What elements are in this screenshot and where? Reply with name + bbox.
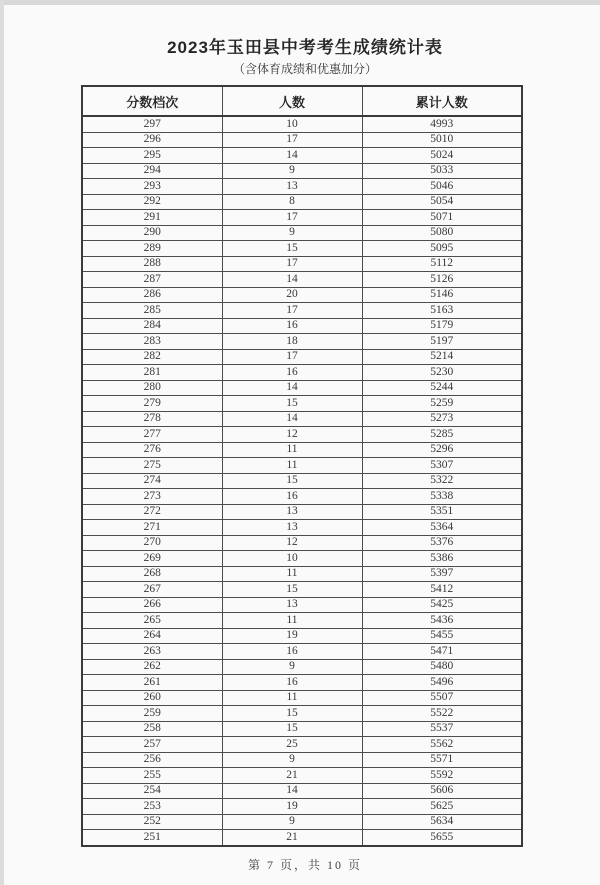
table-cell: 5425 [362,597,522,613]
score-table-header [82,86,522,116]
table-row [82,396,522,412]
table-cell: 5054 [362,194,522,210]
table-cell: 5364 [362,520,522,536]
table-cell: 13 [222,520,362,536]
table-cell: 268 [82,566,222,582]
table-cell: 293 [82,179,222,195]
table-cell: 14 [222,411,362,427]
table-cell: 281 [82,365,222,381]
table-cell: 14 [222,148,362,164]
table-cell: 257 [82,737,222,753]
table-row [82,752,522,768]
table-cell: 5071 [362,210,522,226]
table-cell: 292 [82,194,222,210]
table-cell: 5214 [362,349,522,365]
table-cell: 9 [222,163,362,179]
table-cell: 5095 [362,241,522,257]
table-cell: 4993 [362,116,522,132]
table-row [82,706,522,722]
table-row [82,659,522,675]
table-cell: 287 [82,272,222,288]
table-cell: 5322 [362,473,522,489]
table-cell: 21 [222,768,362,784]
table-cell: 5024 [362,148,522,164]
table-row [82,287,522,303]
table-cell: 262 [82,659,222,675]
table-cell: 5655 [362,830,522,846]
table-cell: 5471 [362,644,522,660]
table-cell: 279 [82,396,222,412]
table-row [82,256,522,272]
table-cell: 280 [82,380,222,396]
table-cell: 10 [222,116,362,132]
table-cell: 273 [82,489,222,505]
table-row [82,566,522,582]
table-cell: 5397 [362,566,522,582]
table-cell: 5080 [362,225,522,241]
header-score-level: 分数档次 [82,86,222,116]
table-cell: 296 [82,132,222,148]
table-cell: 5386 [362,551,522,567]
table-row [82,783,522,799]
table-cell: 15 [222,396,362,412]
table-cell: 5537 [362,721,522,737]
table-cell: 264 [82,628,222,644]
table-cell: 9 [222,814,362,830]
table-cell: 5285 [362,427,522,443]
table-cell: 275 [82,458,222,474]
table-cell: 5562 [362,737,522,753]
table-row [82,675,522,691]
table-cell: 5046 [362,179,522,195]
table-cell: 251 [82,830,222,846]
table-row [82,473,522,489]
table-cell: 16 [222,318,362,334]
table-row [82,721,522,737]
header-row [82,86,522,116]
table-cell: 11 [222,690,362,706]
table-cell: 265 [82,613,222,629]
table-row [82,613,522,629]
table-cell: 289 [82,241,222,257]
table-cell: 17 [222,132,362,148]
table-cell: 284 [82,318,222,334]
header-count: 人数 [222,86,362,116]
table-row [82,535,522,551]
table-row [82,132,522,148]
score-table-body [82,116,522,846]
table-cell: 9 [222,225,362,241]
table-cell: 290 [82,225,222,241]
table-cell: 5571 [362,752,522,768]
table-cell: 297 [82,116,222,132]
table-row [82,225,522,241]
table-cell: 14 [222,783,362,799]
table-cell: 11 [222,458,362,474]
table-cell: 5376 [362,535,522,551]
table-cell: 5112 [362,256,522,272]
table-cell: 15 [222,241,362,257]
table-cell: 5296 [362,442,522,458]
table-cell: 5126 [362,272,522,288]
table-cell: 9 [222,752,362,768]
table-cell: 258 [82,721,222,737]
table-row [82,644,522,660]
table-row [82,163,522,179]
table-row [82,551,522,567]
table-cell: 5507 [362,690,522,706]
table-cell: 5163 [362,303,522,319]
table-row [82,458,522,474]
table-cell: 291 [82,210,222,226]
table-cell: 21 [222,830,362,846]
table-cell: 5455 [362,628,522,644]
table-cell: 15 [222,721,362,737]
table-cell: 256 [82,752,222,768]
table-row [82,489,522,505]
table-cell: 5351 [362,504,522,520]
table-cell: 5179 [362,318,522,334]
table-row [82,814,522,830]
table-cell: 254 [82,783,222,799]
table-cell: 5010 [362,132,522,148]
table-cell: 272 [82,504,222,520]
table-row [82,179,522,195]
table-cell: 17 [222,303,362,319]
table-cell: 13 [222,504,362,520]
table-row [82,799,522,815]
table-cell: 12 [222,535,362,551]
table-cell: 260 [82,690,222,706]
table-cell: 14 [222,272,362,288]
table-row [82,148,522,164]
table-cell: 255 [82,768,222,784]
table-row [82,194,522,210]
table-cell: 276 [82,442,222,458]
table-cell: 8 [222,194,362,210]
table-cell: 9 [222,659,362,675]
table-cell: 266 [82,597,222,613]
table-cell: 19 [222,628,362,644]
table-cell: 5606 [362,783,522,799]
table-cell: 259 [82,706,222,722]
table-cell: 274 [82,473,222,489]
table-row [82,427,522,443]
table-cell: 19 [222,799,362,815]
table-row [82,768,522,784]
score-table [81,85,523,847]
table-cell: 15 [222,582,362,598]
table-cell: 283 [82,334,222,350]
table-cell: 5522 [362,706,522,722]
page-title: 2023年玉田县中考考生成绩统计表 [167,38,443,57]
table-row [82,116,522,132]
table-cell: 5244 [362,380,522,396]
table-row [82,582,522,598]
table-cell: 5480 [362,659,522,675]
table-cell: 5496 [362,675,522,691]
table-row [82,241,522,257]
table-cell: 5230 [362,365,522,381]
table-cell: 295 [82,148,222,164]
table-cell: 5634 [362,814,522,830]
table-cell: 5592 [362,768,522,784]
table-cell: 11 [222,566,362,582]
table-cell: 253 [82,799,222,815]
table-cell: 16 [222,489,362,505]
table-cell: 261 [82,675,222,691]
table-cell: 5412 [362,582,522,598]
table-cell: 11 [222,613,362,629]
header-cumulative-count: 累计人数 [362,86,522,116]
table-cell: 20 [222,287,362,303]
table-cell: 17 [222,256,362,272]
table-row [82,349,522,365]
table-cell: 282 [82,349,222,365]
table-cell: 267 [82,582,222,598]
table-cell: 13 [222,597,362,613]
table-row [82,442,522,458]
table-cell: 277 [82,427,222,443]
table-cell: 5625 [362,799,522,815]
table-cell: 270 [82,535,222,551]
table-cell: 5259 [362,396,522,412]
table-cell: 13 [222,179,362,195]
table-row [82,411,522,427]
table-row [82,303,522,319]
table-cell: 11 [222,442,362,458]
table-cell: 285 [82,303,222,319]
table-cell: 294 [82,163,222,179]
table-row [82,628,522,644]
table-row [82,520,522,536]
table-row [82,830,522,846]
table-row [82,365,522,381]
table-cell: 271 [82,520,222,536]
table-cell: 15 [222,706,362,722]
table-cell: 16 [222,365,362,381]
table-cell: 288 [82,256,222,272]
table-cell: 5033 [362,163,522,179]
table-row [82,210,522,226]
table-row [82,334,522,350]
table-row [82,504,522,520]
table-cell: 25 [222,737,362,753]
table-row [82,318,522,334]
table-cell: 14 [222,380,362,396]
table-cell: 252 [82,814,222,830]
table-cell: 16 [222,644,362,660]
table-row [82,690,522,706]
table-cell: 5307 [362,458,522,474]
table-cell: 286 [82,287,222,303]
table-cell: 10 [222,551,362,567]
table-cell: 5273 [362,411,522,427]
table-cell: 16 [222,675,362,691]
table-cell: 269 [82,551,222,567]
table-cell: 12 [222,427,362,443]
table-cell: 17 [222,349,362,365]
table-row [82,272,522,288]
table-row [82,737,522,753]
table-row [82,380,522,396]
table-cell: 5338 [362,489,522,505]
table-cell: 18 [222,334,362,350]
page-number-footer: 第 7 页，共 10 页 [247,858,362,872]
table-cell: 5436 [362,613,522,629]
table-row [82,597,522,613]
page-subtitle: （含体育成绩和优惠加分） [232,62,377,76]
table-cell: 17 [222,210,362,226]
table-cell: 263 [82,644,222,660]
table-cell: 278 [82,411,222,427]
table-cell: 5146 [362,287,522,303]
table-cell: 5197 [362,334,522,350]
table-cell: 15 [222,473,362,489]
